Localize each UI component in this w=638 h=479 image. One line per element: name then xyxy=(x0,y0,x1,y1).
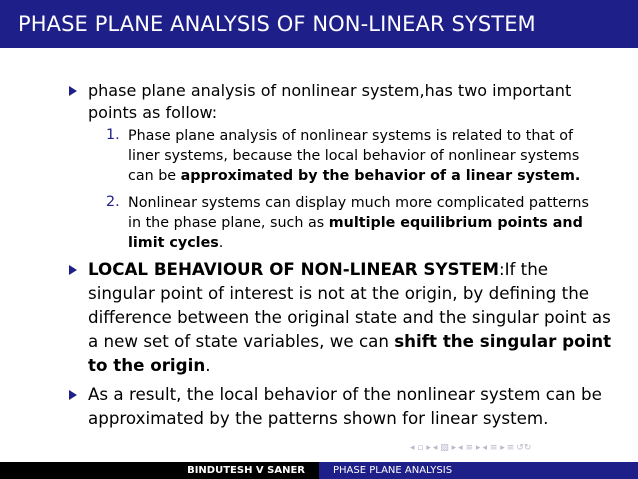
bullet-2-line-4 xyxy=(88,330,611,354)
nav-prev-frame-icon[interactable]: ◂ ▨ ▸ xyxy=(432,443,457,453)
sub-item-2-line-2-text: in the phase plane, such as xyxy=(128,215,329,231)
sub-item-1-line-2: liner systems, because the local behavior of nonlinear systems xyxy=(128,148,580,164)
bullet-1-line-1: phase plane analysis of nonlinear system,has two important xyxy=(88,81,572,100)
bullet-marker-1 xyxy=(69,86,77,96)
sub-item-2-period: . xyxy=(218,235,224,251)
sub-item-1-number: 1. xyxy=(106,127,120,143)
navigation-bar xyxy=(410,441,635,455)
footer xyxy=(0,462,638,479)
bullet-2-emphasis-1: shift the singular point xyxy=(394,331,612,351)
sub-item-2-line-3 xyxy=(128,233,223,253)
slide-title: PHASE PLANE ANALYSIS OF NON-LINEAR SYSTEM xyxy=(18,12,536,36)
sub-item-1-line-3-text: can be xyxy=(128,168,181,184)
title-bar xyxy=(0,0,638,48)
sub-item-2-number: 2. xyxy=(106,194,120,210)
nav-align-icon[interactable]: ≡ xyxy=(506,443,515,453)
nav-prev-section-icon[interactable]: ◂ ≡ ▸ xyxy=(458,443,481,453)
sub-item-1-line-3 xyxy=(128,166,580,186)
bullet-2-emphasis-2: to the origin xyxy=(88,355,206,375)
bullet-2-line-5 xyxy=(88,354,211,378)
bullet-2-line-1 xyxy=(88,258,548,282)
bullet-2-line-4-text: a new set of state variables, we can xyxy=(88,331,395,351)
nav-first-icon[interactable]: ◂ ▫ ▸ xyxy=(410,443,431,453)
bullet-2-period: . xyxy=(205,355,211,375)
bullet-2-line-2: singular point of interest is not at the origin, by defining the xyxy=(88,283,590,303)
bullet-2-line-3: difference between the original state and the singular point as xyxy=(88,307,611,327)
sub-item-1-emphasis: approximated by the behavior of a linear system. xyxy=(180,168,581,184)
bullet-3-line-1: As a result, the local behavior of the nonlinear system can be xyxy=(88,384,602,404)
bullet-2-heading: LOCAL BEHAVIOUR OF NON-LINEAR SYSTEM xyxy=(88,259,499,279)
sub-item-2-line-2 xyxy=(128,213,583,233)
footer-author: BINDUTESH V SANER xyxy=(0,462,319,479)
sub-item-1-line-1: Phase plane analysis of nonlinear systems is related to that of xyxy=(128,128,574,144)
bullet-3-line-2: approximated by the patterns shown for linear system. xyxy=(88,408,549,428)
sub-item-2-emphasis-2: limit cycles xyxy=(128,235,219,251)
bullet-marker-3 xyxy=(69,390,77,400)
bullet-2-line-1-text: :If the xyxy=(498,259,549,279)
sub-item-2-line-1: Nonlinear systems can display much more complicated patterns xyxy=(128,195,589,211)
sub-item-2-emphasis-1: multiple equilibrium points and xyxy=(328,215,583,231)
footer-short-title: PHASE PLANE ANALYSIS xyxy=(319,462,638,479)
bullet-1-line-2: points as follow: xyxy=(88,103,218,122)
nav-search-icon[interactable]: ↺↻ xyxy=(516,443,532,453)
nav-next-section-icon[interactable]: ◂ ≡ ▸ xyxy=(482,443,505,453)
bullet-marker-2 xyxy=(69,265,77,275)
